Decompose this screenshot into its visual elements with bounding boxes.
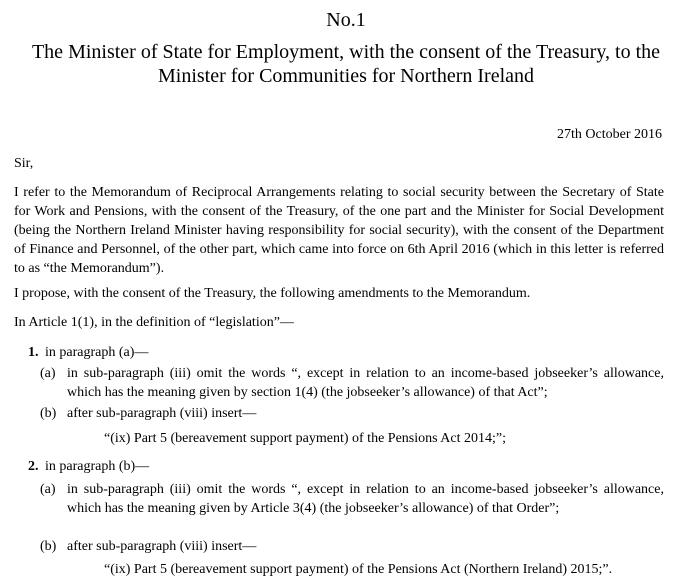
article-paragraph: In Article 1(1), in the definition of “legislation”—: [14, 315, 294, 330]
sub-item-1a: [40, 364, 664, 402]
intro-paragraph: I refer to the Memorandum of Reciprocal Arrangements relating to social security between the Secretary of State for Work and Pensions, with the consent of the Treasury, of the one part and the Minister for Social Development (being the Northern Ireland Minister having responsibility for social security), with the consent of the Department of Finance and Personnel, of the other part, which came into force on 6th April 2016 (which in this letter is referred to as “the Memorandum”).: [14, 185, 664, 276]
sub-item-1b: [40, 404, 664, 423]
item-number: 2.: [28, 459, 39, 474]
item-heading: in paragraph (b)—: [45, 459, 150, 474]
sub-item-text: in sub-paragraph (iii) omit the words “, except in relation to an income-based jobseeker’s allowance, which has the meaning given by section 1(4) (the jobseeker’s allowance) of that Act”;: [67, 366, 664, 400]
sub-item-2b: [40, 537, 664, 556]
sub-item-2a: [40, 480, 664, 518]
sub-item-label: (b): [40, 406, 57, 421]
amendment-item-2: [28, 457, 149, 476]
proposal-paragraph: I propose, with the consent of the Treasury, the following amendments to the Memorandum.: [14, 286, 531, 301]
document-number: No.1: [326, 9, 366, 31]
title-line-1: The Minister of State for Employment, with the consent of the Treasury, to the: [31, 41, 661, 63]
sub-item-label: (a): [40, 366, 56, 381]
item-number: 1.: [28, 345, 39, 360]
sub-item-text: in sub-paragraph (iii) omit the words “, except in relation to an income-based jobseeker’s allowance, which has the meaning given by Article 3(4) (the jobseeker’s allowance) of that Order”;: [67, 482, 664, 516]
letter-date: 27th October 2016: [557, 127, 662, 142]
sub-item-text: after sub-paragraph (viii) insert—: [67, 539, 257, 554]
sub-item-label: (a): [40, 482, 56, 497]
inserted-text-1: “(ix) Part 5 (bereavement support payment) of the Pensions Act 2014;”;: [104, 431, 507, 446]
sub-item-text: after sub-paragraph (viii) insert—: [67, 406, 257, 421]
title-line-2: Minister for Communities for Northern Ireland: [157, 65, 535, 87]
amendment-item-1: [28, 343, 148, 362]
inserted-text-2: “(ix) Part 5 (bereavement support payment) of the Pensions Act (Northern Ireland) 2015;”.: [104, 562, 613, 577]
sub-item-label: (b): [40, 539, 57, 554]
item-heading: in paragraph (a)—: [45, 345, 149, 360]
document-title: [0, 40, 692, 88]
salutation: Sir,: [14, 156, 34, 171]
